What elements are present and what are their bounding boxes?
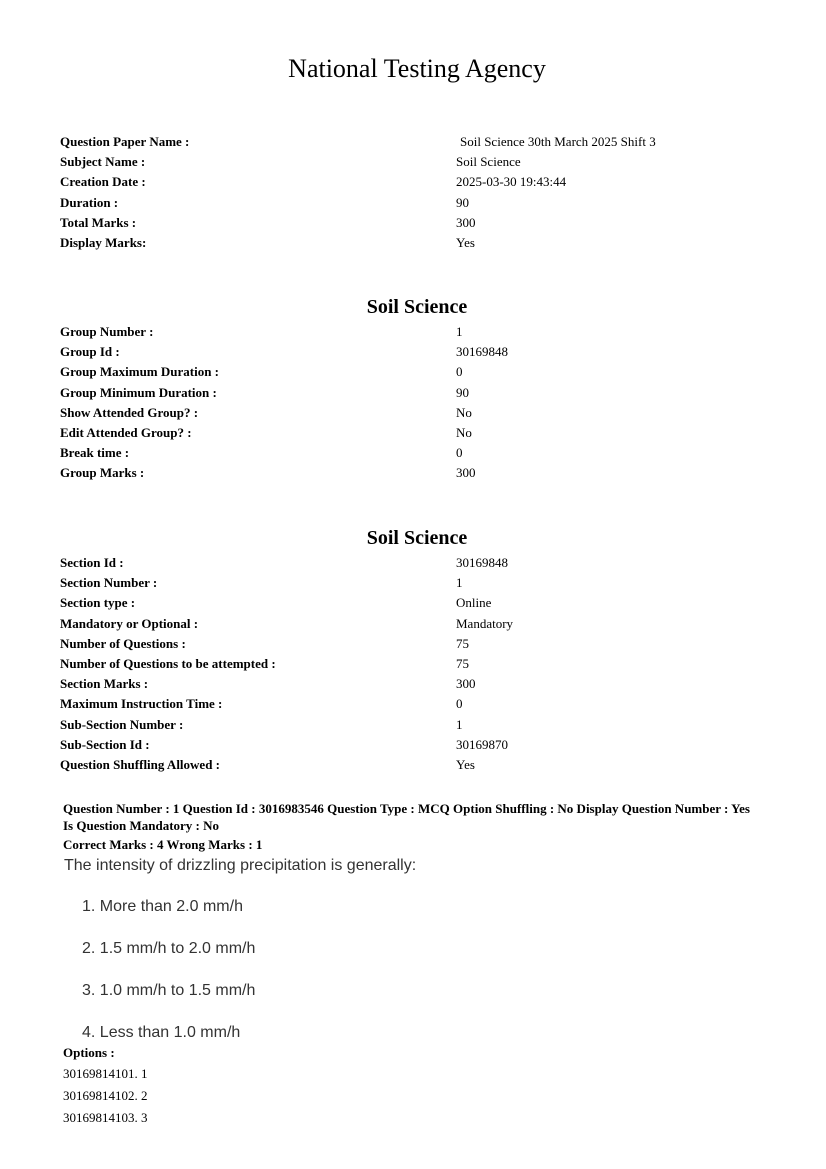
- row-key: Section Marks :: [60, 676, 149, 692]
- row-key: Number of Questions to be attempted :: [60, 656, 276, 672]
- table-row: [60, 233, 780, 253]
- table-row: [60, 362, 780, 382]
- row-value: 0: [456, 445, 463, 461]
- table-row: [60, 463, 780, 483]
- row-key: Section type :: [60, 595, 136, 611]
- table-row: [60, 654, 780, 674]
- options-label: Options :: [63, 1045, 115, 1060]
- row-key: Sub-Section Id :: [60, 736, 150, 752]
- row-key: Sub-Section Number :: [60, 716, 184, 732]
- page-title: National Testing Agency: [288, 54, 546, 83]
- choice-item: 2. 1.5 mm/h to 2.0 mm/h: [82, 940, 256, 957]
- question-marks: Correct Marks : 4 Wrong Marks : 1: [63, 837, 263, 852]
- table-row: [60, 193, 780, 213]
- row-value: Soil Science 30th March 2025 Shift 3: [460, 134, 656, 150]
- table-row: [60, 634, 780, 654]
- table-row: [60, 715, 780, 735]
- table-row: [60, 423, 780, 443]
- row-value: 300: [456, 214, 476, 230]
- row-key: Number of Questions :: [60, 635, 186, 651]
- table-row: [60, 383, 780, 403]
- row-value: 30169870: [456, 736, 508, 752]
- table-row: [60, 322, 780, 342]
- row-value: Yes: [456, 756, 475, 772]
- row-value: 30169848: [456, 344, 508, 360]
- table-row: [60, 755, 780, 775]
- row-key: Group Minimum Duration :: [60, 384, 217, 400]
- row-value: 30169848: [456, 555, 508, 571]
- table-row: [60, 443, 780, 463]
- row-key: Maximum Instruction Time :: [60, 696, 223, 712]
- table-row: [60, 172, 780, 192]
- option-id: 30169814103. 3: [63, 1110, 148, 1125]
- row-key: Subject Name :: [60, 154, 146, 170]
- choice-item: 1. More than 2.0 mm/h: [82, 898, 243, 915]
- table-row: [60, 213, 780, 233]
- row-key: Display Marks:: [60, 235, 147, 251]
- row-value: 90: [456, 194, 469, 210]
- row-value: Yes: [456, 235, 475, 251]
- row-key: Creation Date :: [60, 174, 146, 190]
- paper-info-table: [60, 132, 780, 253]
- option-id: 30169814101. 1: [63, 1066, 148, 1081]
- section-info-table: [60, 553, 780, 775]
- question-header: Question Number : 1 Question Id : 3016983546 Question Type : MCQ Option Shuffling : No Display Question Number : Yes Is Question Mandatory : No: [63, 801, 750, 833]
- table-row: [60, 694, 780, 714]
- row-key: Group Number :: [60, 324, 154, 340]
- table-row: [60, 674, 780, 694]
- row-key: Group Marks :: [60, 465, 145, 481]
- row-key: Question Paper Name :: [60, 134, 190, 150]
- choice-item: 4. Less than 1.0 mm/h: [82, 1024, 241, 1041]
- row-value: No: [456, 425, 472, 441]
- table-row: [60, 132, 780, 152]
- table-row: [60, 614, 780, 634]
- group-title: Soil Science: [366, 296, 468, 318]
- group-info-table: [60, 322, 780, 484]
- row-value: 2025-03-30 19:43:44: [456, 174, 567, 190]
- table-row: [60, 553, 780, 573]
- question-image: [62, 855, 482, 1045]
- row-value: No: [456, 404, 472, 420]
- table-row: [60, 735, 780, 755]
- table-row: [60, 573, 780, 593]
- row-key: Break time :: [60, 445, 130, 461]
- row-value: 1: [456, 716, 463, 732]
- table-row: [60, 342, 780, 362]
- row-key: Show Attended Group? :: [60, 404, 199, 420]
- row-value: 75: [456, 656, 469, 672]
- row-value: 1: [456, 575, 463, 591]
- row-value: 0: [456, 364, 463, 380]
- section-title: Soil Science: [366, 527, 468, 549]
- row-key: Mandatory or Optional :: [60, 615, 199, 631]
- row-value: 300: [456, 465, 476, 481]
- option-id: 30169814102. 2: [63, 1088, 148, 1103]
- row-key: Total Marks :: [60, 214, 137, 230]
- row-value: Soil Science: [456, 154, 521, 170]
- question-text: The intensity of drizzling precipitation is generally:: [64, 857, 417, 874]
- row-value: 75: [456, 635, 469, 651]
- row-key: Duration :: [60, 194, 119, 210]
- row-key: Edit Attended Group? :: [60, 425, 192, 441]
- row-key: Section Number :: [60, 575, 158, 591]
- choice-item: 3. 1.0 mm/h to 1.5 mm/h: [82, 982, 256, 999]
- row-value: 300: [456, 676, 476, 692]
- table-row: [60, 152, 780, 172]
- table-row: [60, 403, 780, 423]
- row-value: 90: [456, 384, 469, 400]
- row-key: Question Shuffling Allowed :: [60, 756, 221, 772]
- row-key: Group Maximum Duration :: [60, 364, 220, 380]
- row-key: Group Id :: [60, 344, 120, 360]
- table-row: [60, 593, 780, 613]
- row-value: Online: [456, 595, 492, 611]
- row-key: Section Id :: [60, 555, 124, 571]
- row-value: 0: [456, 696, 463, 712]
- row-value: Mandatory: [456, 615, 514, 631]
- row-value: 1: [456, 324, 463, 340]
